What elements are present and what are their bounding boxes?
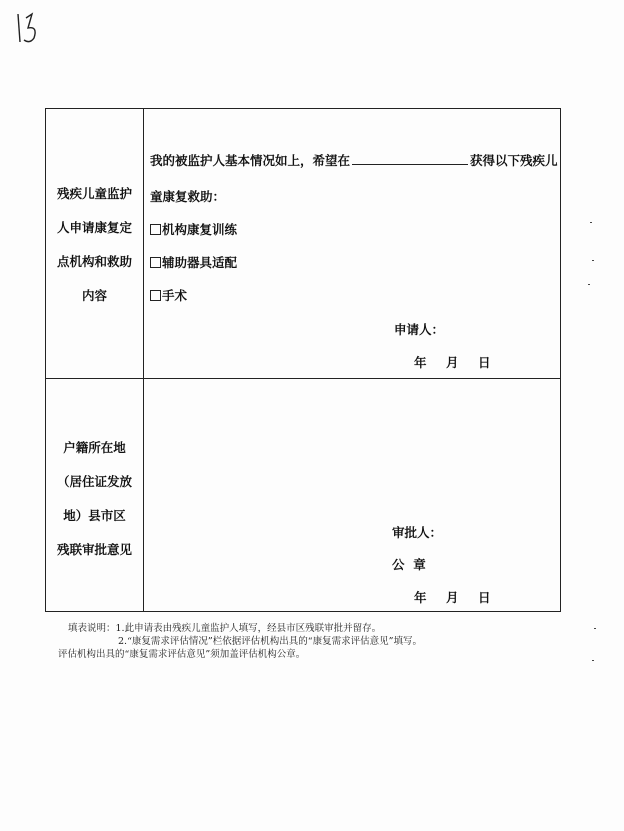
handwritten-page-mark [12,8,48,48]
section1-label-line: 内容 [81,288,107,303]
scan-speck [592,260,594,261]
scan-speck [588,284,590,285]
checkbox-assistive-devices[interactable] [150,257,161,268]
checkbox-surgery[interactable] [150,290,161,301]
form-instructions [60,622,422,661]
option-label: 手术 [162,288,188,303]
approver-label: 审批人： [392,525,443,540]
applicant-label: 申请人： [394,322,445,337]
option-label: 辅助器具适配 [162,255,238,270]
column-divider [143,109,144,611]
checkbox-institution-training[interactable] [150,224,161,235]
option-label: 机构康复训练 [162,222,238,237]
section1-date-year: 年 [414,355,427,370]
application-form-table [45,108,561,612]
seal-label: 公 章 [392,557,426,572]
intro-line2: 童康复救助： [150,189,226,204]
section1-label [46,177,143,313]
section1-date-day: 日 [478,355,491,370]
section1-label-line: 人申请康复定 [56,220,132,235]
scan-speck [592,660,594,661]
row-divider [46,378,560,379]
scan-speck [594,628,596,629]
note-line3: 评估机构出具的“康复需求评估意见”须加盖评估机构公章。 [58,649,306,660]
option-surgery[interactable] [150,286,187,304]
option-institution-training[interactable] [150,220,237,238]
section1-date-month: 月 [446,355,459,370]
scan-speck [590,222,592,223]
section2-label-line: （居住证发放 [56,474,132,489]
intro-after-blank: 获得以下残疾儿 [470,153,558,168]
location-blank-field[interactable] [352,152,468,165]
section2-label [46,431,143,567]
section1-label-line: 残疾儿童监护 [56,186,132,201]
note-line2: 2.“康复需求评估情况”栏依据评估机构出具的“康复需求评估意见”填写。 [118,636,422,647]
section2-date-day: 日 [478,590,491,605]
intro-before-blank: 我的被监护人基本情况如上，希望在 [150,153,351,168]
section2-date-month: 月 [446,590,459,605]
option-assistive-devices[interactable] [150,253,237,271]
section2-label-line: 地）县市区 [63,508,126,523]
section2-label-line: 户籍所在地 [63,440,126,455]
section2-label-line: 残联审批意见 [56,542,132,557]
intro-line1 [150,151,558,169]
section1-label-line: 点机构和救助 [56,254,132,269]
section2-date-year: 年 [414,590,427,605]
note-line1: 填表说明：1.此申请表由残疾儿童监护人填写，经县市区残联审批并留存。 [68,623,382,634]
